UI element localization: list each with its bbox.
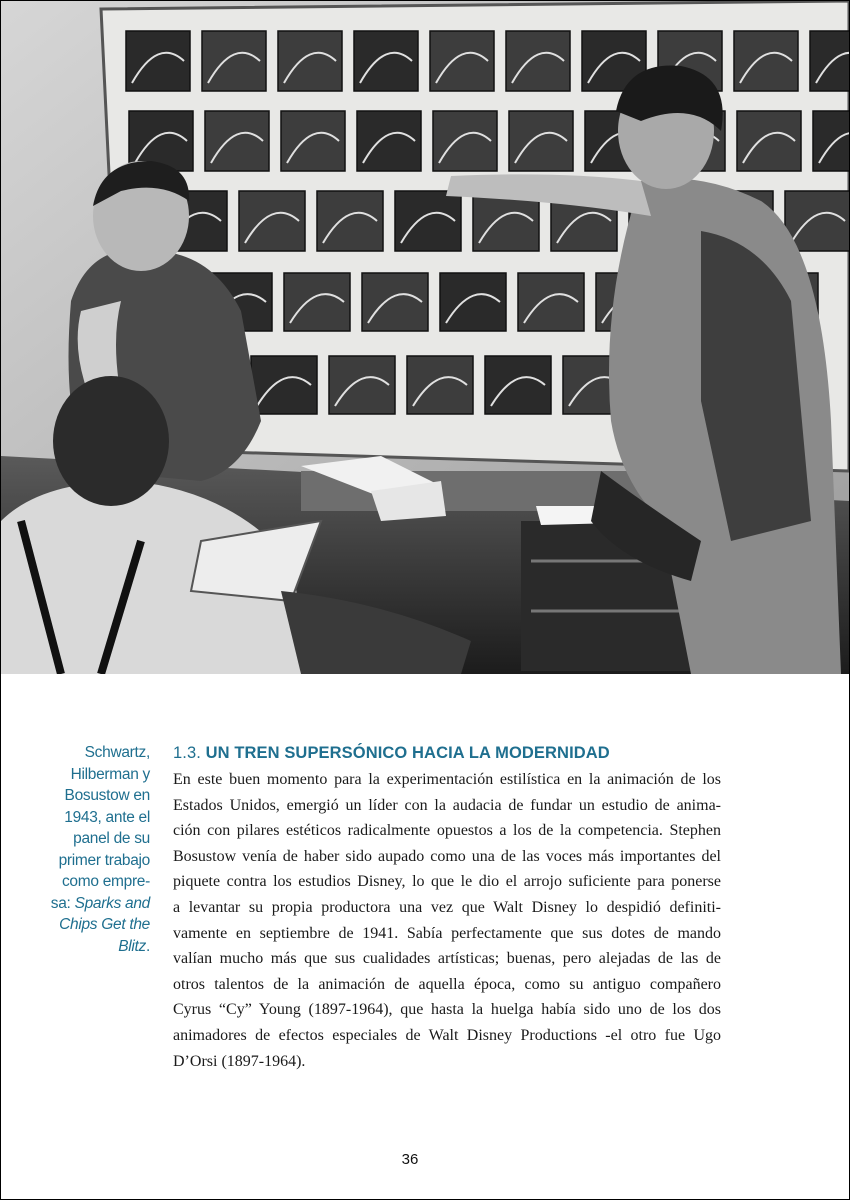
section-heading [173,742,721,764]
storyboard-panel [395,191,461,251]
caption-text: sa: [50,894,75,912]
paragraph-line: piquete contra los estudios Disney, lo que le dio el arrojo suficiente para ponerse [173,873,721,891]
storyboard-panel [362,273,428,331]
paragraph-line: Estados Unidos, emergió un líder con la audacia de fundar un estudio de anima- [173,796,721,814]
caption-title-italic: Sparks and [74,894,150,912]
photograph-icon [1,1,849,674]
storyboard-panel [278,31,342,91]
paragraph-line: animadores de efectos especiales de Walt Disney Productions -el otro fue Ugo [173,1026,721,1044]
storyboard-panel [329,356,395,414]
caption-line: Schwartz, [84,744,150,761]
paragraph-line: En este buen momento para la experimentación estilística en la animación de los [173,771,721,788]
caption-line: Bosustow en [64,787,150,804]
caption-line [20,893,150,915]
caption-line: panel de su [73,830,150,847]
storyboard-panel [734,31,798,91]
paragraph-line: Cyrus “Cy” Young (1897-1964), que hasta la huelga había sido uno de los dos [173,1001,721,1019]
storyboard-panel [509,111,573,171]
storyboard-panel [202,31,266,91]
paragraph-line: D’Orsi (1897-1964). [173,1052,306,1070]
caption-line: Hilberman y [70,765,150,783]
caption-line [20,936,150,958]
storyboard-panel [239,191,305,251]
storyboard-panel [737,111,801,171]
caption-line: 1943, ante el [64,808,150,826]
section-1-3 [173,742,721,1074]
paragraph-line: a levantar su propia productora una vez que Walt Disney lo despidió definiti- [173,898,721,916]
paragraph-line: vamente en septiembre de 1941. Sabía perfectamente que sus dotes de mando [173,924,721,942]
storyboard-panel [430,31,494,91]
storyboard-panel [506,31,570,91]
paragraph-line: valían mucho más que sus cualidades artísticas; buenas, pero alejadas de las de [173,950,721,968]
paragraph-line: ción con pilares estéticos radicalmente opuestos a los de la competencia. Stephen [173,822,721,840]
caption-title-italic: Chips Get the [59,916,150,933]
caption-line: primer trabajo [58,851,150,869]
storyboard-panel [281,111,345,171]
storyboard-panel [354,31,418,91]
body-paragraph [173,767,721,1074]
storyboard-panel [433,111,497,171]
storyboard-panel [407,356,473,414]
storyboard-panel [357,111,421,171]
paragraph-line: otros talentos de la animación de aquella época, como su antiguo compañero [173,975,721,993]
section-number: 1.3. [173,744,201,762]
caption-text: . [145,937,150,955]
storyboard-panel [518,273,584,331]
section-title: UN TREN SUPERSÓNICO HACIA LA MODERNIDAD [205,744,610,762]
caption-title-italic: Blitz [118,937,146,955]
storyboard-panel [251,356,317,414]
storyboard-panel [284,273,350,331]
storyboard-panel [126,31,190,91]
caption-line [20,914,150,936]
paragraph-line: Bosustow venía de haber sido aupado como una de las voces más importantes del [173,847,721,865]
storyboard-panel [813,111,849,171]
caption-line: como empre- [61,873,150,890]
storyboard-panel [485,356,551,414]
storyboard-photo [1,1,849,674]
storyboard-panel [440,273,506,331]
photo-caption [20,742,150,957]
page-number: 36 [401,1151,419,1168]
storyboard-panel [317,191,383,251]
storyboard-panel [205,111,269,171]
